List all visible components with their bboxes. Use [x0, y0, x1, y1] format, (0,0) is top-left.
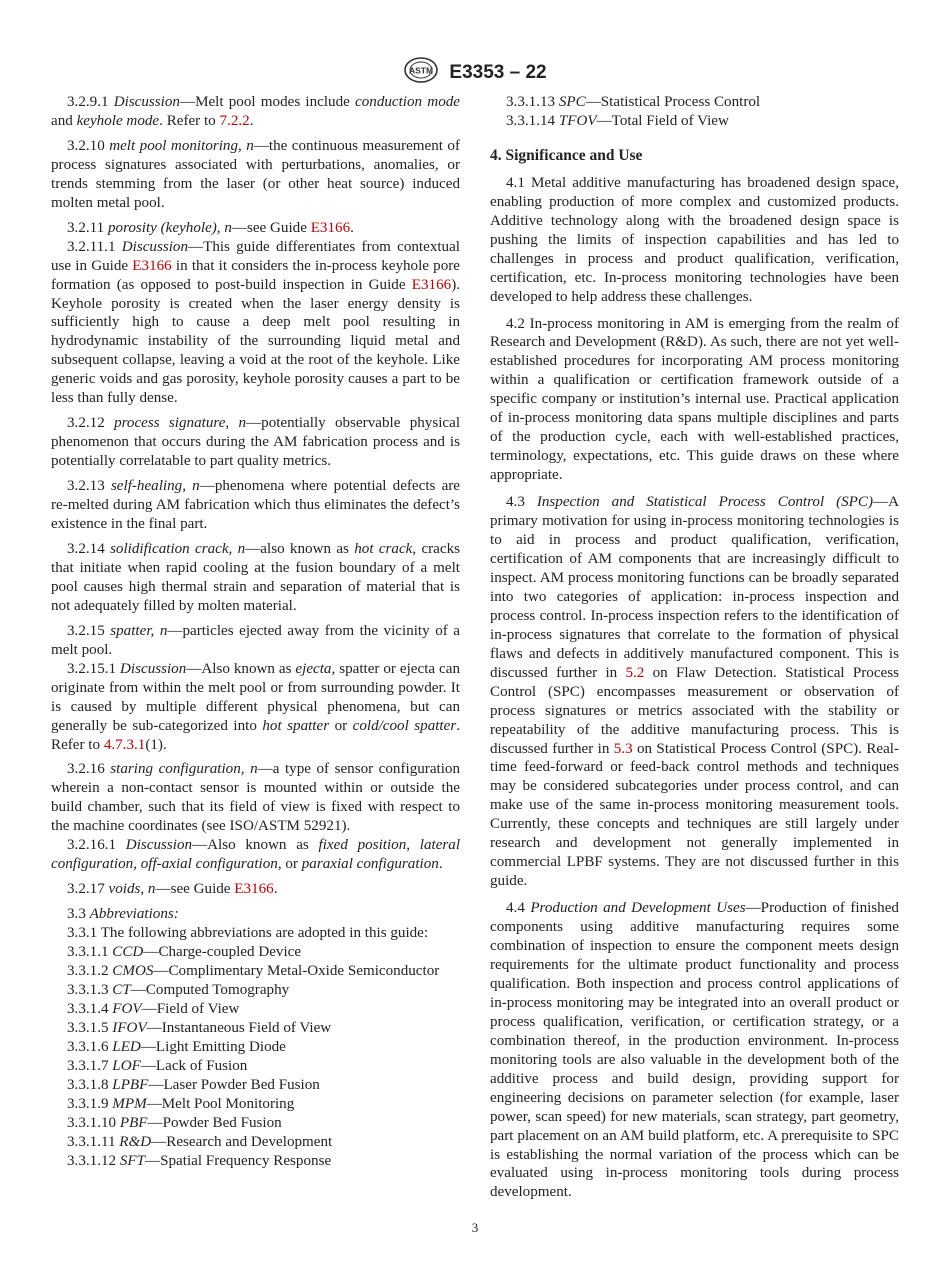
abbreviation-item: 3.3.1.14 TFOV—Total Field of View — [506, 112, 729, 129]
section-3-2-17: 3.2.17 voids, n—see Guide E3166. — [67, 881, 278, 898]
abbreviation-item: 3.3.1.8 LPBF—Laser Powder Bed Fusion — [67, 1076, 320, 1093]
document-number: E3353 – 22 — [449, 61, 547, 83]
section-3-2-11-1: 3.2.11.1 Discussion—This guide differentiates from contextual use in Guide E3166 in that it considers the in-process keyhole pore formation (as opposed to post-build inspection in Guide E3166). Keyhole porosity is created when the laser energy density is sufficiently high to cause a deep melt pool resulting in hydrodynamic instability of the surrounding liquid metal and subsequent collapse, leaving a void at the root of the keyhole. Like generic voids and gas porosity, keyhole porosity causes a part to be less than fully dense. — [51, 238, 460, 407]
section-3-2-11: 3.2.11 porosity (keyhole), n—see Guide E3166. — [67, 219, 354, 236]
ref-5-2-link[interactable]: 5.2 — [625, 664, 645, 681]
abbreviation-item: 3.3.1.12 SFT—Spatial Frequency Response — [67, 1152, 332, 1169]
page-number: 3 — [471, 1220, 479, 1235]
abbreviation-item: 3.3.1.1 CCD—Charge-coupled Device — [67, 944, 302, 961]
abbreviation-item: 3.3.1.7 LOF—Lack of Fusion — [67, 1057, 248, 1074]
abbreviation-item: 3.3.1.10 PBF—Powder Bed Fusion — [67, 1114, 282, 1131]
section-3-2-13: 3.2.13 self-healing, n—phenomena where potential defects are re-melted during AM fabrication which thus eliminates the defect’s existence in the final part. — [51, 478, 461, 533]
abbreviation-item: 3.3.1.11 R&D—Research and Development — [67, 1133, 333, 1150]
section-3-2-16: 3.2.16 staring configuration, n—a type of sensor configuration wherein a non-contact sensor is mounted within or outside the build chamber, such that its field of view is fixed with respect to the machine coordinates (see ISO/ASTM 52921). — [51, 761, 460, 835]
section-4-3: 4.3 Inspection and Statistical Process Control (SPC)—A primary motivation for using in-process monitoring technologies is to aid in process and product qualification, verification, certification of AM components that are increasingly difficult to inspect. AM process monitoring functions can be broadly separated into two categories of application: in-process inspection and process control. In-process inspection refers to the identification of in-process signatures that correlate to the formation of physical flaws and defects in additively manufactured component. This is discussed further in 5.2 on Flaw Detection. Statistical Process Control (SPC) encompasses measurement or observation of process signatures or metrics associated with the stability or repeatability of the additive manufacturing process. This is discussed further in 5.3 on Statistical Process Control (SPC). Real-time feed-forward or feed-back control methods and techniques may be considered subcategories under process control, and can make use of the same in-process monitoring measurement tools. Currently, these concepts and techniques are still largely under research and development not generally implemented in commercial LPBF systems. They are not discussed further in this guide. — [490, 494, 900, 890]
ref-5-3-link[interactable]: 5.3 — [613, 740, 633, 757]
ref-e3166-link[interactable]: E3166 — [411, 276, 452, 293]
page-header — [0, 56, 950, 89]
section-3-2-15: 3.2.15 spatter, n—particles ejected away from the vicinity of a melt pool. — [51, 622, 460, 658]
ref-e3166-link[interactable]: E3166 — [132, 257, 172, 274]
svg-text:ASTM: ASTM — [409, 65, 434, 76]
section-3-2-16-1: 3.2.16.1 Discussion—Also known as fixed position, lateral configuration, off-axial configuration, or paraxial configuration. — [51, 837, 461, 873]
section-3-2-14: 3.2.14 solidification crack, n—also known as hot crack, cracks that initiate when rapid cooling at the fusion boundary of a melt pool causes high thermal strain and separation of material that is not adequately filled by molten material. — [51, 540, 460, 614]
abbreviation-item: 3.3.1.5 IFOV—Instantaneous Field of View — [67, 1019, 332, 1036]
abbreviation-item: 3.3.1.13 SPC—Statistical Process Control — [506, 94, 761, 110]
section-3-3-1: 3.3.1 The following abbreviations are adopted in this guide: — [67, 925, 429, 942]
right-column — [490, 93, 899, 1202]
ref-4-7-3-1-link[interactable]: 4.7.3.1 — [103, 736, 146, 753]
ref-e3166-link[interactable]: E3166 — [310, 219, 351, 236]
abbreviation-item: 3.3.1.4 FOV—Field of View — [67, 1000, 240, 1017]
abbreviation-item: 3.3.1.3 CT—Computed Tomography — [67, 981, 290, 998]
section-3-2-12: 3.2.12 process signature, n—potentially observable physical phenomenon that occurs during the AM fabrication process and is potentially correlatable to part quality metrics. — [51, 415, 461, 470]
astm-logo — [403, 56, 439, 89]
section-3-3: 3.3 Abbreviations: — [67, 906, 179, 923]
section-3-2-10: 3.2.10 melt pool monitoring, n—the continuous measurement of process signatures associated with perturbations, anomalies, or trends stemming from the laser (or other heat source) induced molten metal pool. — [51, 137, 460, 211]
section-4-heading: 4. Significance and Use — [490, 146, 643, 164]
ref-e3166-link[interactable]: E3166 — [234, 881, 274, 898]
abbreviation-item: 3.3.1.2 CMOS—Complimentary Metal-Oxide Semiconductor — [67, 962, 440, 979]
abbreviation-item: 3.3.1.6 LED—Light Emitting Diode — [67, 1038, 286, 1055]
ref-7-2-2-link[interactable]: 7.2.2 — [219, 112, 250, 129]
left-column — [51, 93, 460, 1170]
section-4-4: 4.4 Production and Development Uses—Production of finished components using additive manufacturing requires some combination of inspection to ensure the component meets design requirements for the ultimate product functionality and process qualification. Both inspection and process control applications of in-process monitoring may be integrated into an overall product or process qualification, verification, or certification strategy, or a combination thereof, in the production environment. In-process monitoring tools are also valuable in the development both of the additive process and build design, providing support for engineering decisions on parameter selection (for example, laser power, scan speed) for new materials, scan strategy, part geometry, part placement on an AM build platform, etc. A prerequisite to SPC is establishing the normal variation of the process which can be evaluated using in-process monitoring tools during process development. — [490, 900, 899, 1201]
abbreviation-item: 3.3.1.9 MPM—Melt Pool Monitoring — [67, 1095, 295, 1112]
section-4-2: 4.2 In-process monitoring in AM is emerging from the realm of Research and Development (R&D). As such, there are not yet well-established procedures for incorporating AM process monitoring within a qualification or certification framework outside of a specific company or institution’s internal use. Practical application of in-process monitoring data spans multiple disciplines and parts of the production cycle, each with well-established practices, terminology, expectations, etc. This guide draws on these where appropriate. — [490, 315, 899, 484]
section-4-1: 4.1 Metal additive manufacturing has broadened design space, enabling production of more complex and customized products. Additive technology along with the broadened design space is pushing the limits of inspection capabilities and has led to challenges in process and product qualification, verification, certification, etc. In-process monitoring technologies have been developed to help address these challenges. — [490, 174, 899, 305]
section-3-2-9-1: 3.2.9.1 Discussion—Melt pool modes include conduction mode and keyhole mode. Refer to 7.2.2. — [51, 94, 460, 129]
section-3-2-15-1: 3.2.15.1 Discussion—Also known as ejecta, spatter or ejecta can originate from within the melt pool or from surrounding powder. It is caused by multiple different physical phenomena, but can generally be sub-categorized into hot spatter or cold/cool spatter. Refer to 4.7.3.1(1). — [51, 660, 460, 753]
